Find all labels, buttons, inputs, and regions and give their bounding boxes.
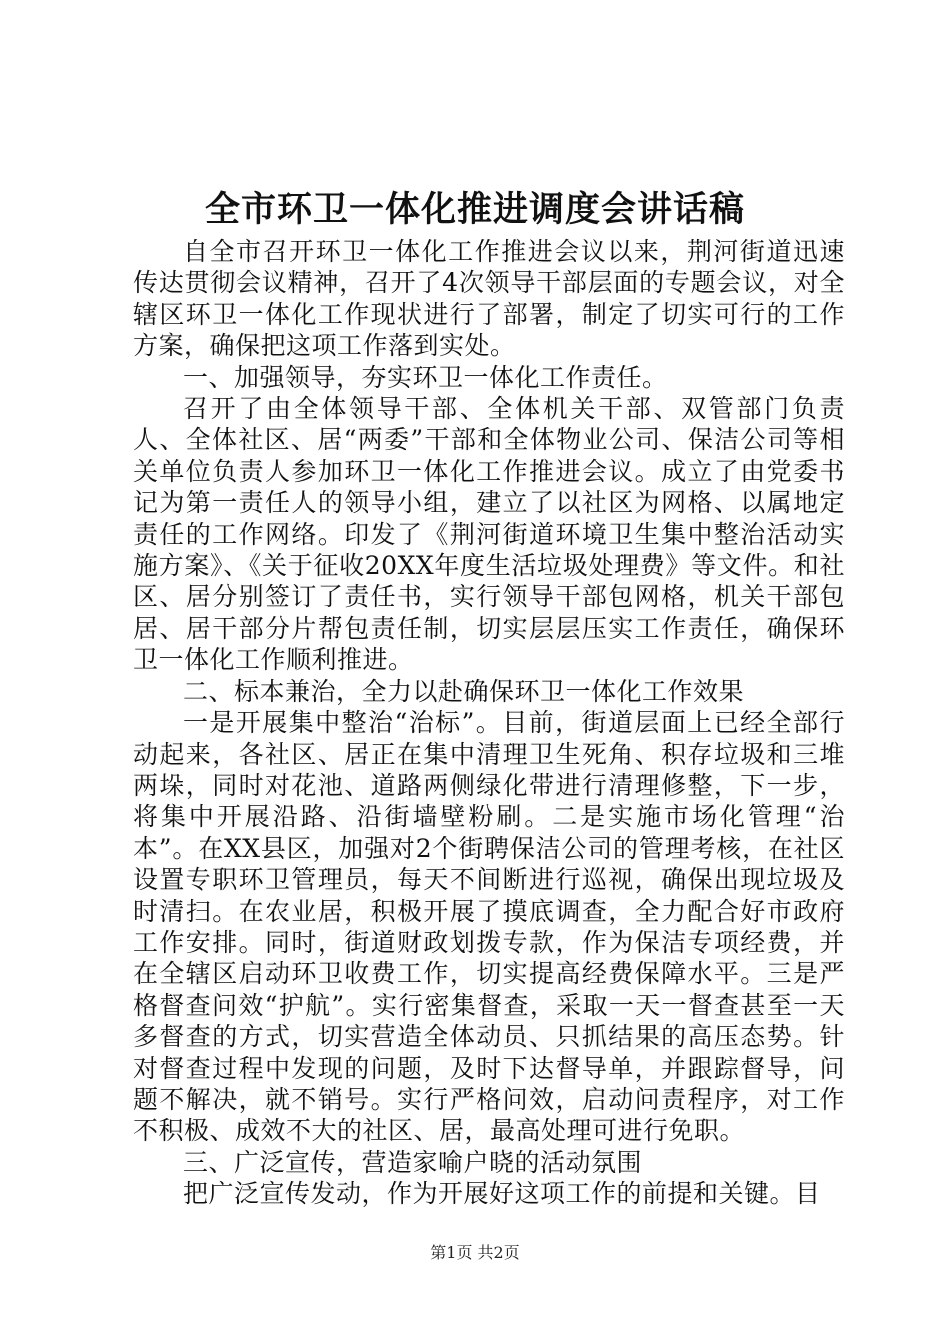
paragraph-section-2: 一是开展集中整治“治标”。目前，街道层面上已经全部行动起来，各社区、居正在集中清理卫生死角、积存垃圾和三堆两垛，同时对花池、道路两侧绿化带进行清理修整，下一步，将集中开展沿路、沿街墙壁粉刷。二是实施市场化管理“治本”。在XX县区，加强对2个街聘保洁公司的管理考核，在社区设置专职环卫管理员，每天不间断进行巡视，确保出现垃圾及时清扫。在农业居，积极开展了摸底调查，全力配合好市政府工作安排。同时，街道财政划拨专款，作为保洁专项经费，并在全辖区启动环卫收费工作，切实提高经费保障水平。三是严格督查问效“护航”。实行密集督查，采取一天一督查甚至一天多督查的方式，切实营造全体动员、只抓结果的高压态势。针对督查过程中发现的问题，及时下达督导单，并跟踪督导，问题不解决，就不销号。实行严格问效，启动问责程序，对工作不积极、成效不大的社区、居，最高处理可进行免职。 — [133, 708, 845, 1146]
section-heading-1: 一、加强领导，夯实环卫一体化工作责任。 — [183, 362, 668, 392]
paragraph-section-3: 把广泛宣传发动，作为开展好这项工作的前提和关键。目 — [183, 1179, 821, 1209]
paragraph-intro: 自全市召开环卫一体化工作推进会议以来，荆河街道迅速传达贯彻会议精神，召开了4次领导干部层面的专题会议，对全辖区环卫一体化工作现状进行了部署，制定了切实可行的工作方案，确保把这项工作落到实处。 — [133, 237, 845, 361]
page-number-footer: 第1页 共2页 — [430, 1243, 520, 1262]
document-title: 全市环卫一体化推进调度会讲话稿 — [204, 189, 745, 230]
section-heading-2: 二、标本兼治，全力以赴确保环卫一体化工作效果 — [183, 676, 745, 706]
paragraph-section-1: 召开了由全体领导干部、全体机关干部、双管部门负责人、全体社区、居“两委”干部和全体物业公司、保洁公司等相关单位负责人参加环卫一体化工作推进会议。成立了由党委书记为第一责任人的领导小组，建立了以社区为网格、以属地定责任的工作网络。印发了《荆河街道环境卫生集中整治活动实施方案》、《关于征收20XX年度生活垃圾处理费》等文件。和社区、居分别签订了责任书，实行领导干部包网格，机关干部包居、居干部分片帮包责任制，切实层层压实工作责任，确保环卫一体化工作顺利推进。 — [133, 394, 845, 675]
section-heading-3: 三、广泛宣传，营造家喻户晓的活动氛围 — [183, 1147, 643, 1177]
document-body — [133, 236, 845, 1210]
